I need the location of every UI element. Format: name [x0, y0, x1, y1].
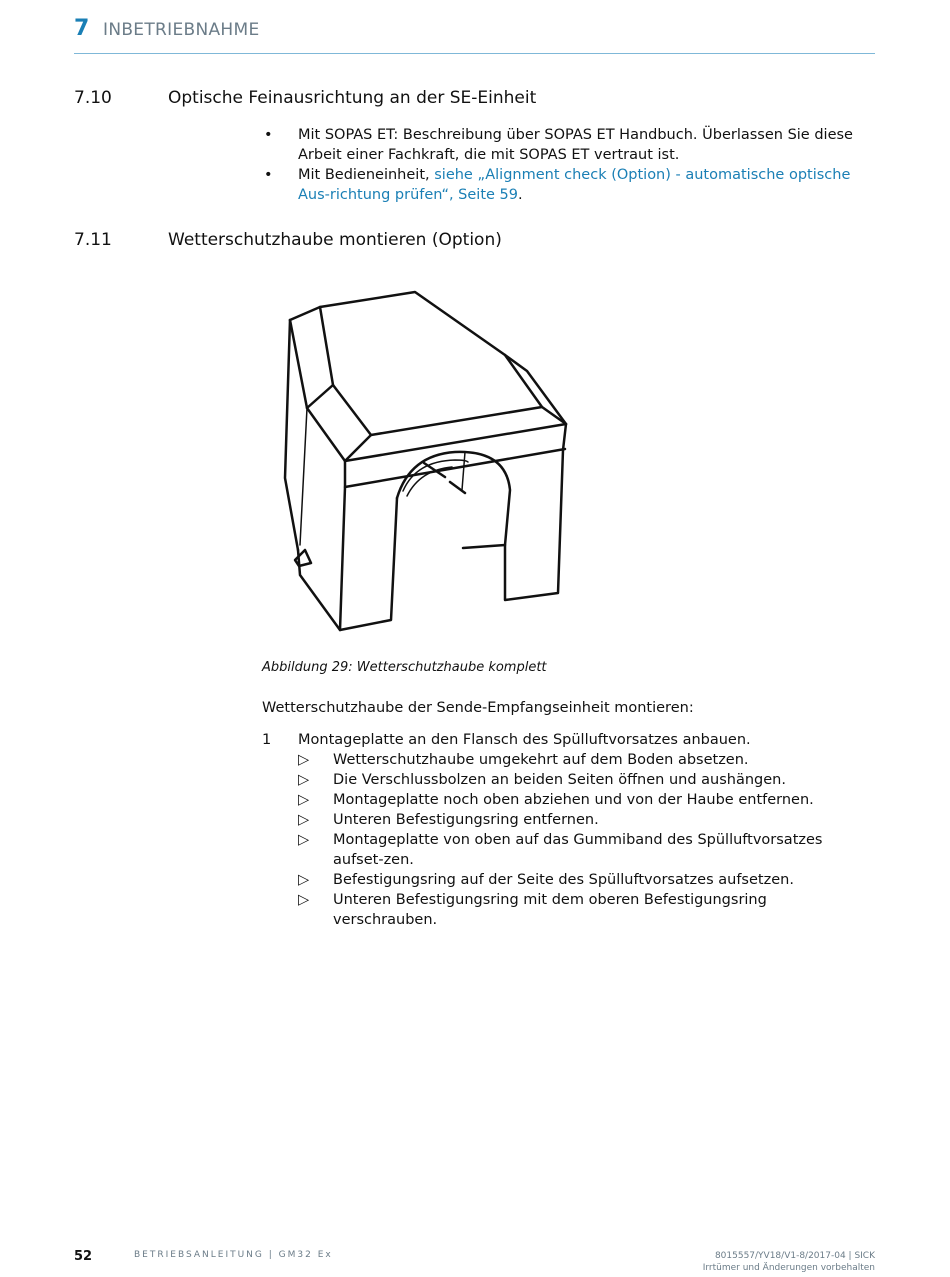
triangle-icon: ▷	[298, 832, 310, 848]
step-text: Montageplatte an den Flansch des Spülluftvorsatzes anbauen.	[298, 732, 751, 748]
bullet-text: Mit SOPAS ET: Beschreibung über SOPAS ET Handbuch. Überlassen Sie diese Arbeit einer Fachkraft, die mit SOPAS ET vertraut ist.	[298, 127, 853, 163]
substep-item	[262, 890, 874, 930]
substep-item	[262, 830, 874, 870]
substep-text: Unteren Befestigungsring entfernen.	[333, 812, 599, 828]
section-number: 7.10	[74, 88, 112, 108]
substep-item	[262, 790, 874, 810]
triangle-icon: ▷	[298, 772, 310, 788]
substep-text: Unteren Befestigungsring mit dem oberen Befestigungsring verschrauben.	[333, 892, 767, 928]
page-header	[74, 16, 875, 54]
triangle-icon: ▷	[298, 812, 310, 828]
triangle-icon: ▷	[298, 792, 310, 808]
triangle-icon: ▷	[298, 892, 310, 908]
bullet-suffix: .	[518, 187, 523, 203]
section-number: 7.11	[74, 230, 112, 250]
list-item	[262, 125, 874, 165]
substep-text: Die Verschlussbolzen an beiden Seiten öffnen und aushängen.	[333, 772, 786, 788]
bullet-list	[262, 125, 874, 205]
triangle-icon: ▷	[298, 872, 310, 888]
footer-meta	[703, 1250, 875, 1274]
substep-item	[262, 810, 874, 830]
footer-doc-title: BETRIEBSANLEITUNG | GM32 Ex	[134, 1250, 333, 1260]
hood-drawing	[262, 272, 602, 652]
bullet-icon: •	[264, 167, 273, 183]
substep-text: Wetterschutzhaube umgekehrt auf dem Boden absetzen.	[333, 752, 749, 768]
bullet-text: Mit Bedieneinheit,	[298, 167, 435, 183]
substep-item	[262, 750, 874, 770]
section-title: Wetterschutzhaube montieren (Option)	[168, 230, 502, 250]
cross-reference-link[interactable]: siehe „Alignment check (Option) - automatische optische Aus-richtung prüfen“, Seite 59	[298, 167, 851, 203]
bullet-icon: •	[264, 127, 273, 143]
list-item	[262, 165, 874, 205]
instruction-heading-text: Wetterschutzhaube der Sende-Empfangseinheit montieren	[262, 700, 689, 716]
chapter-title: INBETRIEBNAHME	[103, 20, 260, 40]
footer-doc-id: 8015557/YV18/V1-8/2017-04 | SICK	[714, 1251, 875, 1261]
weather-hood-illustration	[262, 272, 602, 652]
figure-caption: Abbildung 29: Wetterschutzhaube komplett	[262, 660, 547, 675]
substep-item	[262, 870, 874, 890]
instruction-heading	[262, 700, 694, 716]
step-number: 1	[262, 732, 272, 748]
chapter-number: 7	[74, 16, 90, 41]
triangle-icon: ▷	[298, 752, 310, 768]
step-item	[262, 730, 874, 750]
substep-text: Befestigungsring auf der Seite des Spülluftvorsatzes aufsetzen.	[333, 872, 794, 888]
step-list	[262, 730, 874, 930]
footer-disclaimer: Irrtümer und Änderungen vorbehalten	[702, 1263, 875, 1273]
page-number: 52	[74, 1249, 93, 1264]
substep-text: Montageplatte von oben auf das Gummiband des Spülluftvorsatzes aufset-zen.	[333, 832, 823, 868]
substep-item	[262, 770, 874, 790]
section-title: Optische Feinausrichtung an der SE-Einheit	[168, 88, 537, 108]
substep-text: Montageplatte noch oben abziehen und von der Haube entfernen.	[333, 792, 814, 808]
instruction-colon: :	[688, 700, 694, 716]
